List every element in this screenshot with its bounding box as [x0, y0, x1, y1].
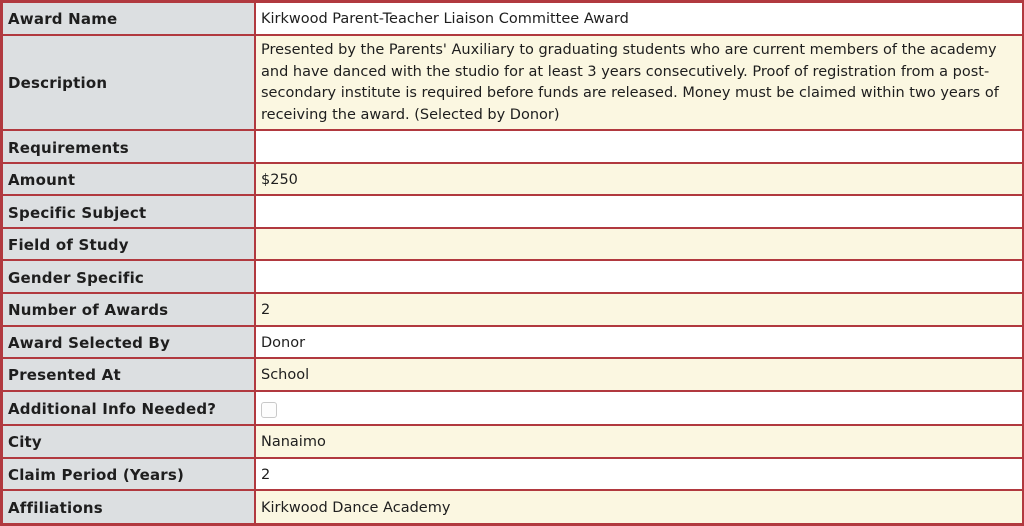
table-row [3, 164, 1022, 195]
amount-value: $250 [256, 164, 1022, 195]
claim-period-value: 2 [256, 459, 1022, 490]
table-row [3, 491, 1022, 523]
specific-subject-value [256, 196, 1022, 227]
table-row [3, 196, 1022, 227]
table-row [3, 229, 1022, 260]
table-row [3, 359, 1022, 390]
award-details-table [1, 1, 1024, 525]
requirements-label: Requirements [3, 131, 254, 162]
table-row [3, 459, 1022, 490]
additional-info-value [256, 392, 1022, 425]
additional-info-checkbox[interactable] [261, 402, 277, 418]
city-label: City [3, 426, 254, 457]
additional-info-label: Additional Info Needed? [3, 392, 254, 425]
affiliations-value: Kirkwood Dance Academy [256, 491, 1022, 523]
table-row [3, 294, 1022, 325]
city-value: Nanaimo [256, 426, 1022, 457]
description-label: Description [3, 36, 254, 130]
table-row [3, 131, 1022, 162]
presented-at-label: Presented At [3, 359, 254, 390]
table-row [3, 36, 1022, 130]
affiliations-label: Affiliations [3, 491, 254, 523]
table-row [3, 392, 1022, 425]
table-row [3, 261, 1022, 292]
claim-period-label: Claim Period (Years) [3, 459, 254, 490]
award-selected-by-label: Award Selected By [3, 327, 254, 358]
award-name-label: Award Name [3, 3, 254, 34]
requirements-value [256, 131, 1022, 162]
amount-label: Amount [3, 164, 254, 195]
presented-at-value: School [256, 359, 1022, 390]
description-value: Presented by the Parents' Auxiliary to graduating students who are current members of the academy and have danced with the studio for at least 3 years consecutively. Proof of registration from a post-secondary institute is required before funds are released. Money must be claimed within two years of receiving the award. (Selected by Donor) [256, 36, 1022, 130]
number-of-awards-label: Number of Awards [3, 294, 254, 325]
gender-specific-value [256, 261, 1022, 292]
number-of-awards-value: 2 [256, 294, 1022, 325]
specific-subject-label: Specific Subject [3, 196, 254, 227]
gender-specific-label: Gender Specific [3, 261, 254, 292]
award-details-frame [2, 2, 1021, 523]
award-name-value: Kirkwood Parent-Teacher Liaison Committee Award [256, 3, 1022, 34]
table-row [3, 3, 1022, 34]
table-row [3, 426, 1022, 457]
field-of-study-value [256, 229, 1022, 260]
field-of-study-label: Field of Study [3, 229, 254, 260]
table-row [3, 327, 1022, 358]
award-selected-by-value: Donor [256, 327, 1022, 358]
